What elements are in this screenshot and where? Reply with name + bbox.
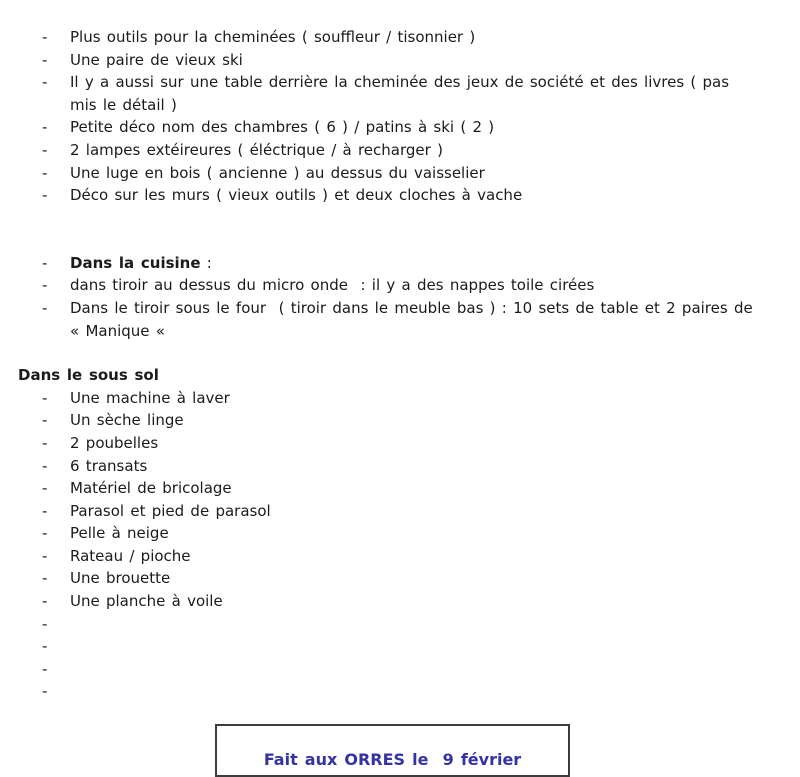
list-item-text: Une brouette	[70, 569, 171, 588]
bullet-dash: -	[42, 524, 48, 543]
list-item	[42, 274, 760, 297]
kitchen-list	[42, 252, 760, 342]
list-item-empty	[42, 635, 760, 658]
bullet-dash: -	[42, 253, 48, 272]
date-box	[215, 724, 570, 777]
list-item-text: 2 lampes extéireures ( éléctrique / à recharger )	[70, 140, 443, 159]
list-item-text: Parasol et pied de parasol	[70, 501, 271, 520]
list-item	[42, 522, 760, 545]
date-text: Fait aux ORRES le 9 février	[263, 750, 522, 770]
list-item	[42, 49, 760, 72]
list-item-text: Une luge en bois ( ancienne ) au dessus du vaisselier	[70, 163, 485, 182]
bullet-dash: -	[42, 163, 48, 182]
bullet-dash: -	[42, 28, 48, 46]
bullet-dash: -	[42, 659, 48, 678]
list-item-text: Petite déco nom des chambres ( 6 ) / patins à ski ( 2 )	[70, 118, 495, 137]
bullet-dash: -	[42, 479, 48, 498]
list-item	[42, 567, 760, 590]
list-item-text: Une paire de vieux ski	[70, 50, 243, 69]
bullet-dash: -	[42, 186, 48, 205]
bullet-dash: -	[42, 276, 48, 295]
bullet-dash: -	[42, 592, 48, 611]
list-item-empty	[42, 680, 760, 703]
list-item	[42, 455, 760, 478]
list-item-text: Déco sur les murs ( vieux outils ) et deux cloches à vache	[70, 186, 523, 205]
bullet-dash: -	[42, 388, 48, 407]
kitchen-heading-row	[42, 252, 760, 275]
list-item-text: Il y a aussi sur une table derrière la cheminée des jeux de société et des livres ( pas mis le détail )	[70, 73, 736, 114]
list-item	[42, 139, 760, 162]
bullet-dash: -	[42, 50, 48, 69]
bullet-dash: -	[42, 140, 48, 159]
list-item	[42, 590, 760, 613]
list-item-text: 6 transats	[70, 456, 148, 475]
list-item-text: Plus outils pour la cheminées ( souffleur / tisonnier )	[70, 28, 476, 46]
list-item-empty	[42, 658, 760, 681]
list-item	[42, 71, 760, 116]
list-item-empty	[42, 613, 760, 636]
list-item-text: Dans le tiroir sous le four ( tiroir dans le meuble bas ) : 10 sets de table et 2 paires de « Manique «	[70, 298, 759, 340]
list-item-text: Une planche à voile	[70, 592, 223, 611]
bullet-dash: -	[42, 118, 48, 137]
bullet-dash: -	[42, 433, 48, 452]
list-item-text: Rateau / pioche	[70, 546, 191, 565]
list-item	[42, 162, 760, 185]
list-item	[42, 26, 760, 49]
list-item-text: Une machine à laver	[70, 388, 230, 407]
list-item	[42, 477, 760, 500]
bullet-dash: -	[42, 682, 48, 701]
list-item	[42, 184, 760, 207]
top-list	[42, 26, 760, 207]
bullet-dash: -	[42, 614, 48, 633]
basement-list	[42, 387, 760, 703]
list-item-text: dans tiroir au dessus du micro onde : il y a des nappes toile cirées	[70, 276, 595, 295]
bullet-dash: -	[42, 501, 48, 520]
list-item-text: 2 poubelles	[70, 433, 159, 452]
list-item-text: Matériel de bricolage	[70, 479, 232, 498]
list-item	[42, 116, 760, 139]
bullet-dash: -	[42, 569, 48, 588]
list-item	[42, 545, 760, 568]
bullet-dash: -	[42, 411, 48, 430]
bullet-dash: -	[42, 456, 48, 475]
list-item	[42, 297, 760, 342]
list-item-text: Pelle à neige	[70, 524, 169, 543]
section-heading-sous-sol: Dans le sous sol	[18, 366, 159, 385]
list-item	[42, 409, 760, 432]
section-heading-cuisine	[70, 252, 760, 275]
bullet-dash: -	[42, 298, 48, 317]
list-item-text: Un sèche linge	[70, 411, 184, 430]
section-heading-cuisine-bold: Dans la cuisine	[70, 253, 201, 272]
section-heading-cuisine-colon: :	[200, 253, 212, 272]
bullet-dash: -	[42, 546, 48, 565]
bullet-dash: -	[42, 637, 48, 656]
list-item	[42, 387, 760, 410]
list-item	[42, 500, 760, 523]
bullet-dash: -	[42, 73, 48, 92]
list-item	[42, 432, 760, 455]
